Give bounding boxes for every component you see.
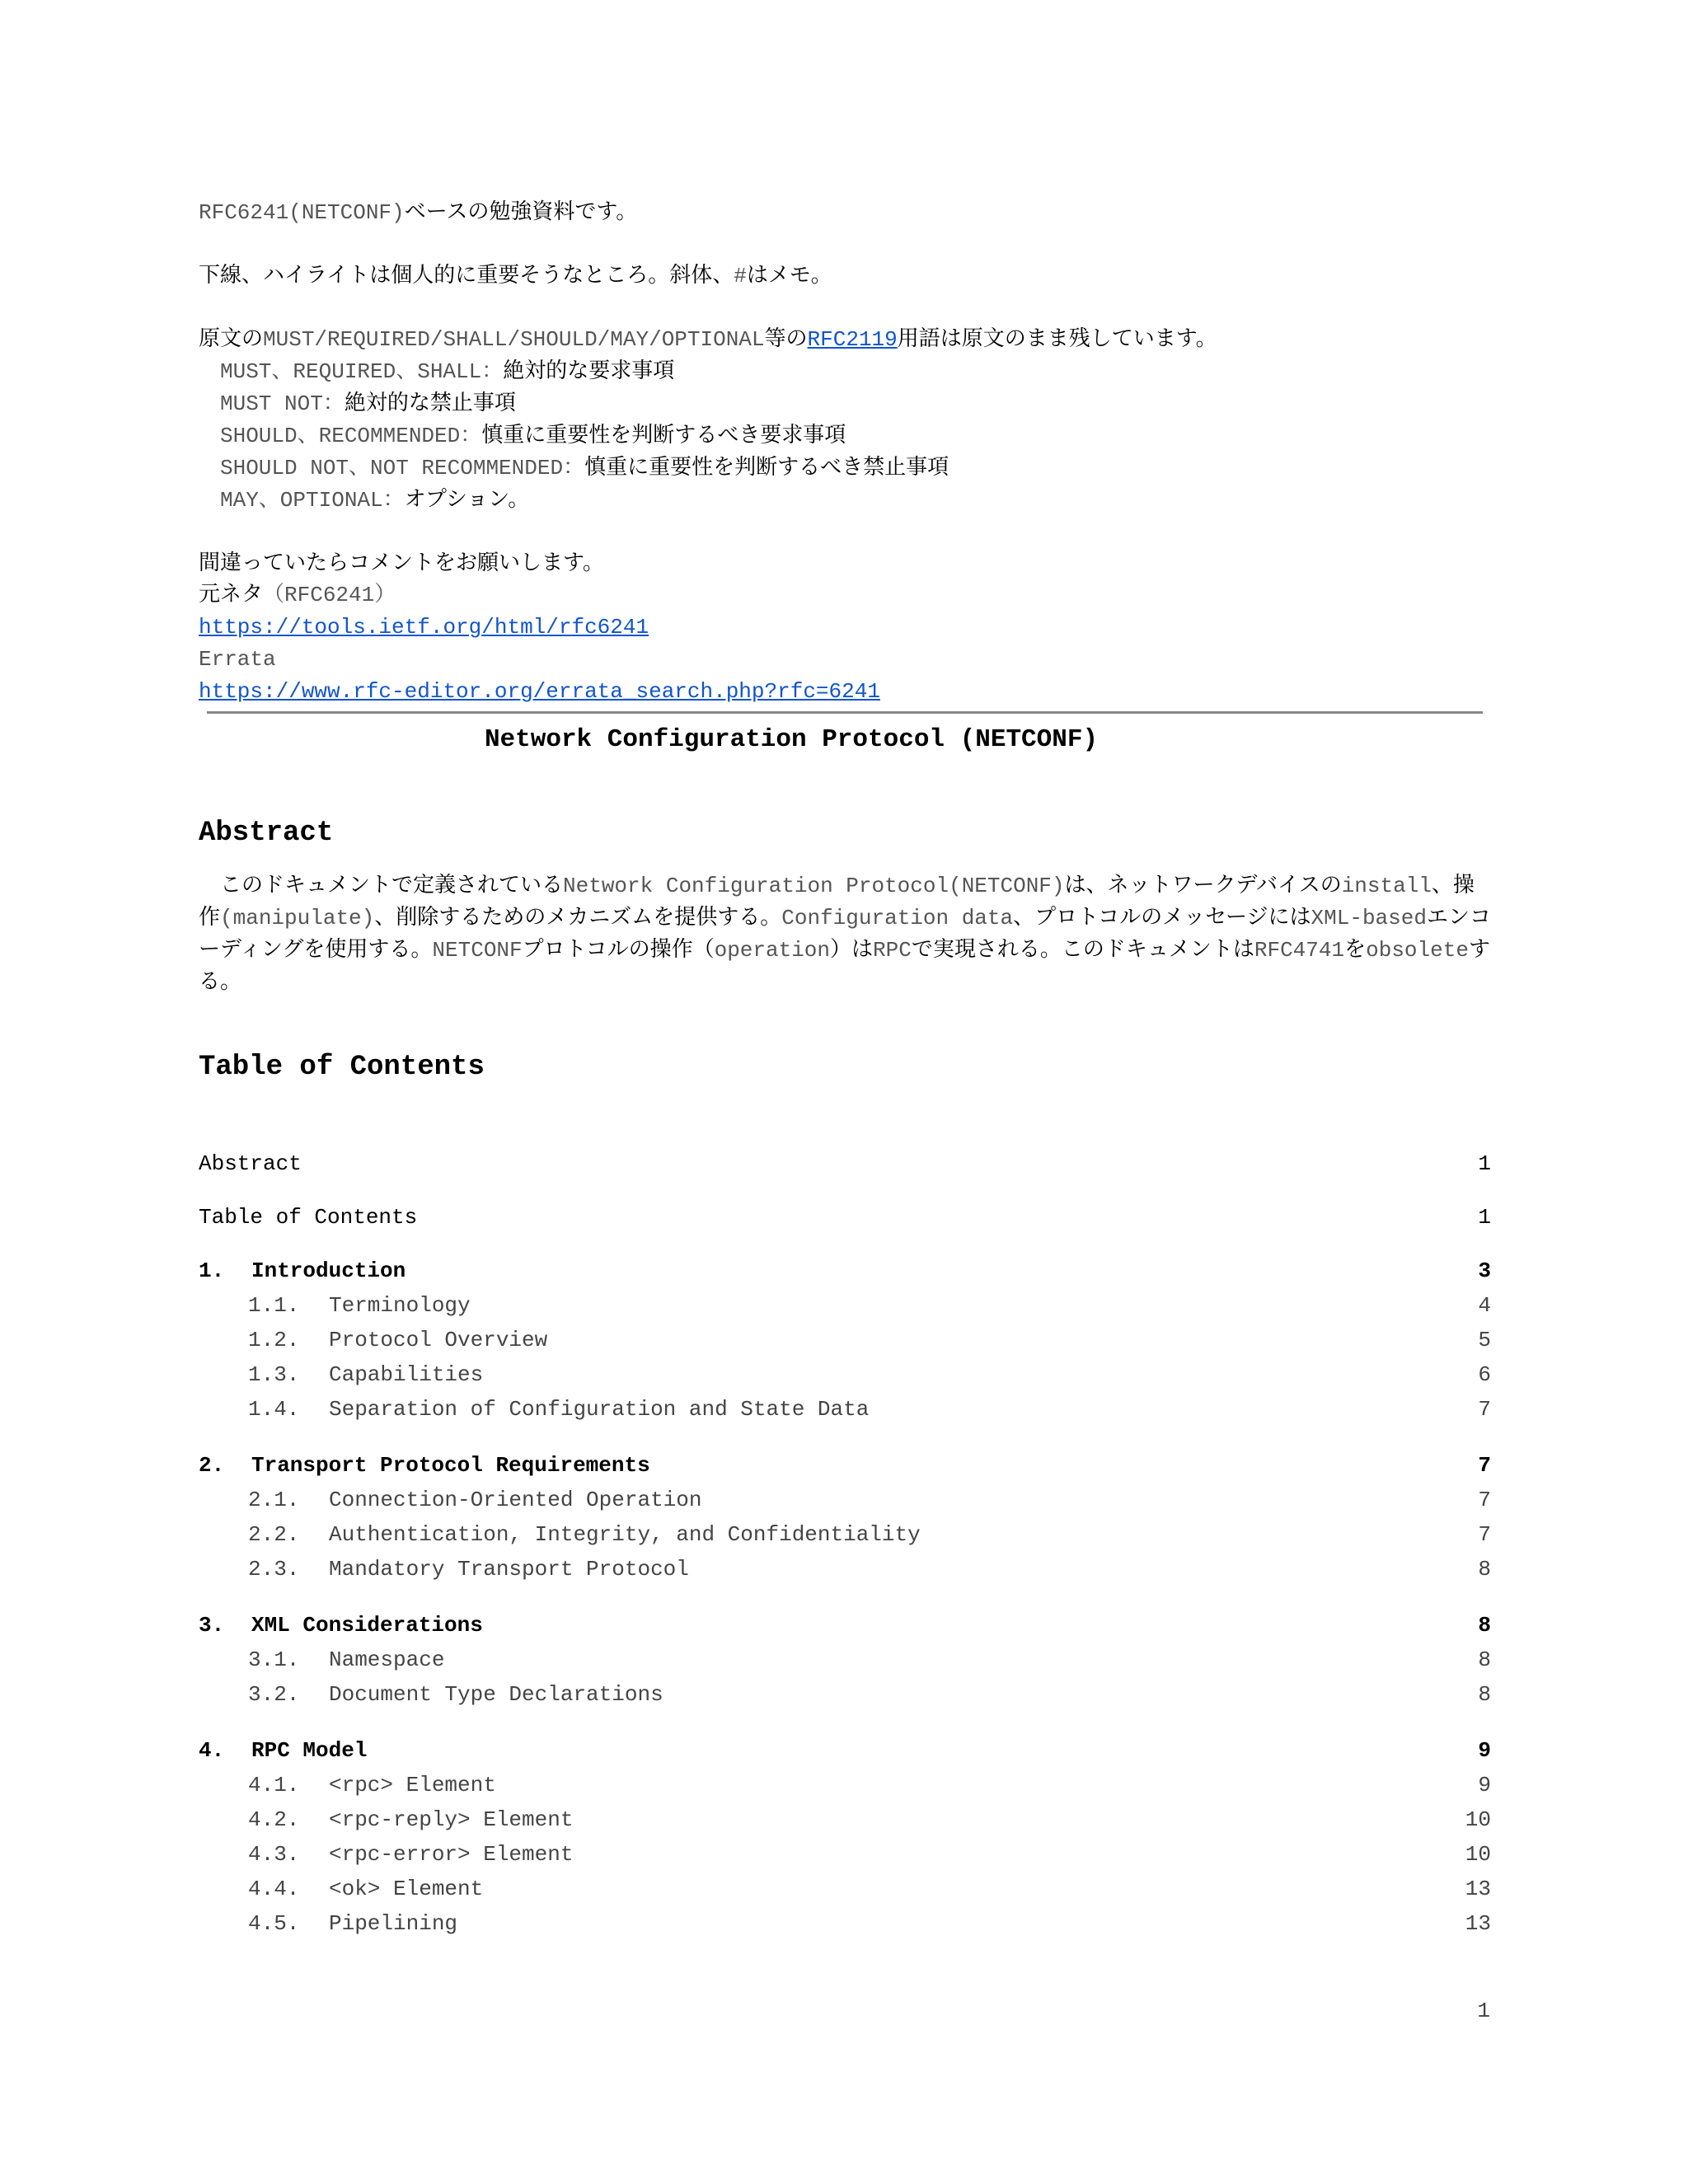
toc-entry-number: 1. <box>199 1258 225 1283</box>
toc-entry-title: Capabilities <box>329 1362 484 1387</box>
errata-url-link[interactable]: https://www.rfc-editor.org/errata_search.php?rfc=6241 <box>199 679 880 704</box>
toc-entry-page: 8 <box>1478 1613 1491 1638</box>
toc-entry-number: 3. <box>199 1613 225 1638</box>
toc-entry[interactable] <box>199 1484 1491 1516</box>
toc-entry[interactable] <box>199 1202 1491 1233</box>
comment-request: 間違っていたらコメントをお願いします。 <box>199 551 604 575</box>
toc-entry-title: Namespace <box>329 1647 445 1672</box>
toc-entry-number: 4.1. <box>248 1773 300 1797</box>
toc-entry-number: 2.2. <box>248 1522 300 1547</box>
toc-entry[interactable] <box>199 1804 1491 1835</box>
toc-entry-page: 3 <box>1478 1258 1491 1283</box>
toc-entry-title: <rpc-error> Element <box>329 1842 574 1867</box>
toc-entry-title: <ok> Element <box>329 1877 484 1901</box>
toc-entry-number: 1.1. <box>248 1293 300 1318</box>
toc-entry-page: 8 <box>1478 1647 1491 1672</box>
toc-entry[interactable] <box>199 1873 1491 1905</box>
toc-entry[interactable] <box>199 1679 1491 1710</box>
toc-entry-title: Separation of Configuration and State Data <box>329 1397 870 1422</box>
definition-item: SHOULD NOT、NOT RECOMMENDED：慎重に重要性を判断するべき禁止事項 <box>220 455 950 480</box>
toc-entry-title: Table of Contents <box>199 1205 418 1230</box>
source-url-link[interactable]: https://tools.ietf.org/html/rfc6241 <box>199 615 649 640</box>
source-label: 元ネタ（RFC6241） <box>199 582 396 607</box>
toc-entry-title: Mandatory Transport Protocol <box>329 1557 689 1582</box>
toc-entry-page: 7 <box>1478 1397 1491 1422</box>
toc-entry-number: 2.1. <box>248 1488 300 1512</box>
toc-entry-number: 4.2. <box>248 1807 300 1832</box>
toc-entry[interactable] <box>199 1610 1491 1641</box>
toc-entry[interactable] <box>199 1519 1491 1550</box>
toc-entry-number: 1.3. <box>248 1362 300 1387</box>
toc-entry-number: 4.5. <box>248 1911 300 1936</box>
toc-entry-page: 4 <box>1478 1293 1491 1318</box>
toc-entry-number: 1.2. <box>248 1328 300 1352</box>
toc-entry-title: Connection-Oriented Operation <box>329 1488 702 1512</box>
page-number: 1 <box>1477 1999 1490 2023</box>
toc-entry[interactable] <box>199 1359 1491 1390</box>
toc-entry[interactable] <box>199 1735 1491 1766</box>
toc-entry-title: XML Considerations <box>251 1613 483 1638</box>
document-title: Network Configuration Protocol (NETCONF) <box>484 725 1099 754</box>
toc-entry-title: RPC Model <box>251 1738 368 1763</box>
definition-item: SHOULD、RECOMMENDED：慎重に重要性を判断するべき要求事項 <box>220 423 846 448</box>
toc-entry-page: 9 <box>1478 1738 1491 1763</box>
toc-heading: Table of Contents <box>199 1052 485 1083</box>
toc-entry-page: 13 <box>1465 1877 1491 1901</box>
toc-entry-number: 3.1. <box>248 1647 300 1672</box>
toc-entry[interactable] <box>199 1644 1491 1675</box>
toc-entry-page: 9 <box>1478 1773 1491 1797</box>
toc-entry[interactable] <box>199 1769 1491 1801</box>
toc-entry-page: 7 <box>1478 1453 1491 1478</box>
toc-entry-page: 1 <box>1478 1151 1491 1176</box>
toc-entry[interactable] <box>199 1908 1491 1939</box>
definition-item: MAY、OPTIONAL：オプション。 <box>220 487 530 513</box>
toc-entry-number: 3.2. <box>248 1682 300 1707</box>
toc-entry-number: 4. <box>199 1738 225 1763</box>
horizontal-divider <box>207 711 1483 714</box>
toc-entry[interactable] <box>199 1450 1491 1481</box>
toc-entry-page: 5 <box>1478 1328 1491 1352</box>
toc-entry-page: 13 <box>1465 1911 1491 1936</box>
intro-notes <box>199 196 1517 707</box>
toc-entry-page: 6 <box>1478 1362 1491 1387</box>
intro-line-1: RFC6241(NETCONF)ベースの勉強資料です。 <box>199 199 638 225</box>
rfc2119-link[interactable]: RFC2119 <box>807 327 898 352</box>
toc-entry-number: 4.4. <box>248 1877 300 1901</box>
toc-entry-number: 2. <box>199 1453 225 1478</box>
toc-entry-page: 7 <box>1478 1488 1491 1512</box>
abstract-heading: Abstract <box>199 818 334 849</box>
toc-entry-title: Introduction <box>251 1258 406 1283</box>
toc-entry[interactable] <box>199 1148 1491 1179</box>
toc-entry[interactable] <box>199 1839 1491 1870</box>
toc-entry[interactable] <box>199 1394 1491 1425</box>
toc-entry-number: 1.4. <box>248 1397 300 1422</box>
toc-entry-page: 7 <box>1478 1522 1491 1547</box>
toc-entry[interactable] <box>199 1324 1491 1356</box>
intro-line-2: 下線、ハイライトは個人的に重要そうなところ。斜体、#はメモ。 <box>199 263 832 288</box>
toc-entry-page: 8 <box>1478 1557 1491 1582</box>
toc-entry-title: Transport Protocol Requirements <box>251 1453 650 1478</box>
toc-entry-page: 10 <box>1465 1807 1491 1832</box>
toc-entry-title: Protocol Overview <box>329 1328 548 1352</box>
toc-entry-title: Pipelining <box>329 1911 458 1936</box>
definition-item: MUST、REQUIRED、SHALL：絶対的な要求事項 <box>220 359 675 384</box>
toc-entry-title: Authentication, Integrity, and Confidentiality <box>329 1522 921 1547</box>
toc-entry-page: 10 <box>1465 1842 1491 1867</box>
toc-entry-title: Abstract <box>199 1151 302 1176</box>
definition-item: MUST NOT：絶対的な禁止事項 <box>220 391 516 416</box>
toc-entry-number: 2.3. <box>248 1557 300 1582</box>
toc-entry-number: 4.3. <box>248 1842 300 1867</box>
intro-line-3: 原文のMUST/REQUIRED/SHALL/SHOULD/MAY/OPTIONAL等のRFC2119用語は原文のまま残しています。 <box>199 326 1217 352</box>
toc-entry[interactable] <box>199 1255 1491 1286</box>
abstract-text: このドキュメントで定義されているNetwork Configuration Protocol(NETCONF)は、ネットワークデバイスのinstall、操作(manipulate)、削除するためのメカニズムを提供する。Configuration data、プロトコルのメッセージにはXML-basedエンコーディングを使用する。NETCONFプロトコルの操作（operation）はRPCで実現される。このドキュメントはRFC4741をobsoleteする。 <box>199 873 1491 994</box>
errata-label: Errata <box>199 647 276 672</box>
toc-entry[interactable] <box>199 1290 1491 1321</box>
toc-entry-title: Terminology <box>329 1293 471 1318</box>
toc-entry-page: 1 <box>1478 1205 1491 1230</box>
toc-entry-page: 8 <box>1478 1682 1491 1707</box>
toc-entry[interactable] <box>199 1554 1491 1585</box>
toc-entry-title: <rpc> Element <box>329 1773 496 1797</box>
toc-entry-title: Document Type Declarations <box>329 1682 663 1707</box>
toc-entry-title: <rpc-reply> Element <box>329 1807 574 1832</box>
